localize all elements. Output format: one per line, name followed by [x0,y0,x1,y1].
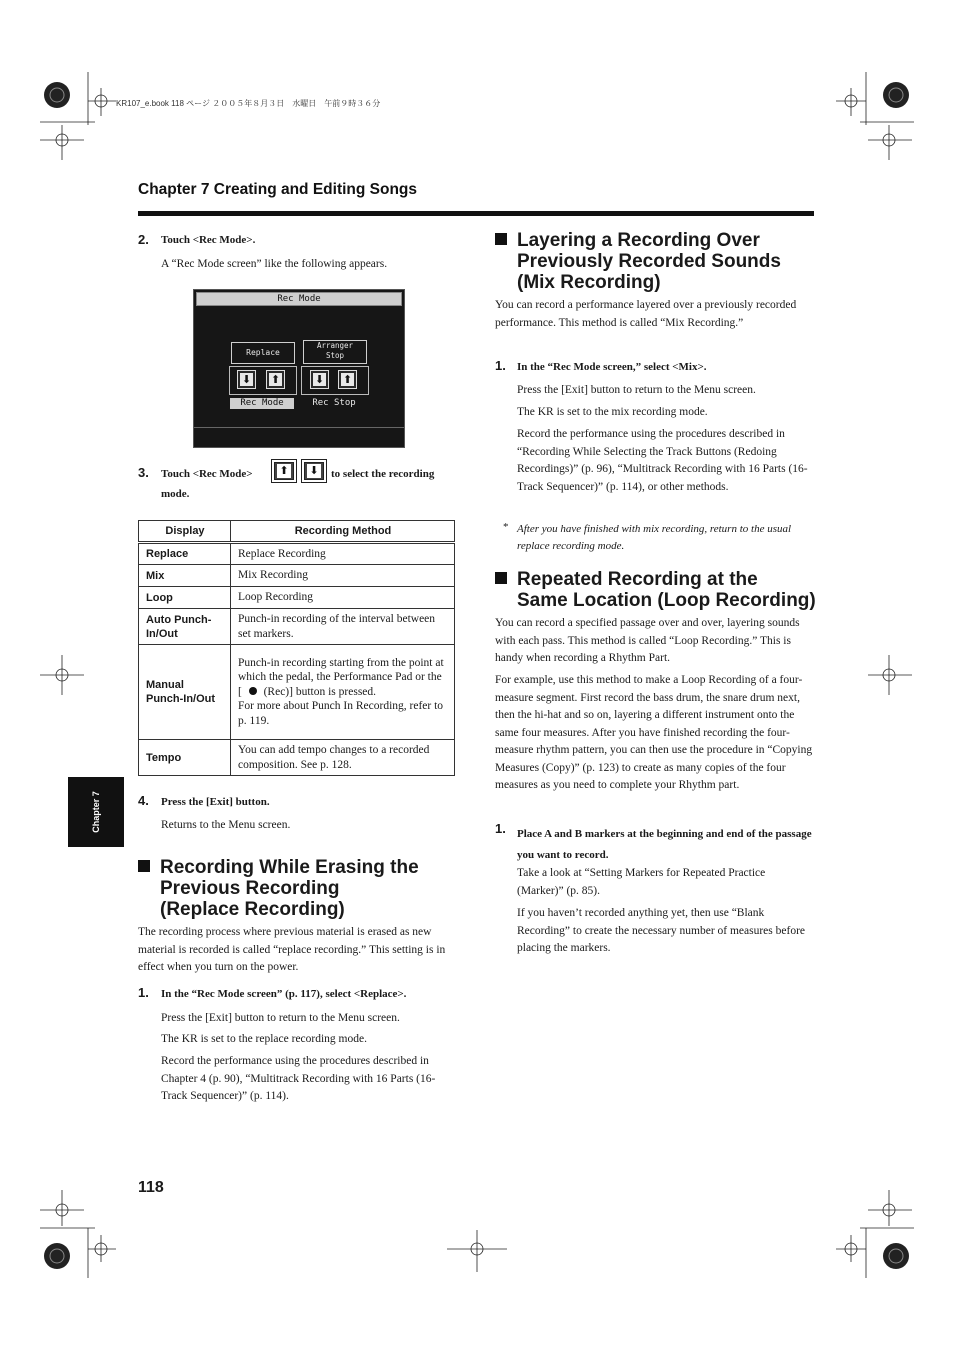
replace-p3: Record the performance using the procedures described in Chapter 4 (p. 90), “Multitrack Recording with 16 Parts (16-Track Sequencer)” (p. 114). [161,1055,436,1102]
replace-section-heading [138,857,468,923]
table-value-part: Punch-in recording starting from the point at which the pedal, the Performance Pad or the [ [238,656,444,698]
step-4-text: Press the [Exit] button. [161,796,270,808]
lcd-replace-display [231,342,295,364]
step-2-text: Touch <Rec Mode>. [161,234,256,246]
table-header-method: Recording Method [231,521,455,543]
heading-square-icon [138,860,150,872]
table-key: Loop [139,587,231,609]
replace-intro: The recording process where previous material is erased as new material is recorded is called “replace recording.” This setting is in effect when you turn on the power. [138,926,446,973]
replace-p2: The KR is set to the replace recording mode. [161,1033,367,1045]
heading-line: Repeated Recording at the [517,569,758,590]
heading-line: Same Location (Loop Recording) [517,590,816,611]
lcd-rec-stop-caption: Rec Stop [312,398,356,408]
chapter-title: Chapter 7 Creating and Editing Songs [138,181,418,198]
loop-step-1-text: Place A and B markers at the beginning and end of the passage you want to record. [517,828,812,861]
mix-p3: Record the performance using the procedures described in “Recording While Selecting the Track Buttons (Redoing Recordings)” (p. 96), “Multitrack Recording with 16 Parts (16-Track Sequencer)” (p. 114), or other methods. [517,428,808,493]
table-key: Manual Punch-In/Out [139,645,231,740]
lcd-title-bar [196,292,402,306]
mix-p2: The KR is set to the mix recording mode. [517,406,708,418]
arrow-down-icon: ⬇ [314,373,325,386]
table-value-part: (Rec)] [263,685,293,698]
table-row [139,587,455,609]
mix-section-heading [495,230,815,296]
loop-intro: You can record a specified passage over and over, layering sounds with each pass. This method is called “Loop Recording.” This is handy when recording a Rhythm Part. [495,617,800,664]
mix-p1: Press the [Exit] button to return to the Menu screen. [517,384,756,396]
side-chapter-tab [68,777,124,847]
table-row [139,609,455,645]
recording-method-table [138,520,455,776]
step-2-desc: A “Rec Mode screen” like the following appears. [161,258,388,270]
lcd-right-up-button[interactable] [338,370,357,389]
table-value: Punch-in recording of the interval between set markers. [231,609,455,645]
arrow-up-icon: ⬆ [342,373,353,386]
page-number: 118 [138,1179,164,1196]
replace-step-1-text: In the “Rec Mode screen” (p. 117), select <Replace>. [161,988,407,1000]
table-header-row [139,521,455,543]
heading-line: Layering a Recording Over [517,230,760,251]
replace-p1: Press the [Exit] button to return to the Menu screen. [161,1012,400,1024]
table-key: Auto Punch-In/Out [139,609,231,645]
table-row [139,565,455,587]
table-value: Mix Recording [231,565,455,587]
table-key: Tempo [139,740,231,776]
record-dot-icon [249,687,257,695]
table-row [139,740,455,776]
heading-line: (Replace Recording) [160,899,345,920]
side-chapter-tab-label: Chapter 7 [91,791,101,833]
step-3-number: 3. [138,465,149,480]
mix-note: After you have finished with mix recording, return to the usual replace recording mode. [517,523,792,552]
step-2-number: 2. [138,232,149,247]
rec-mode-screen [193,289,405,448]
step-3-text-c: mode. [161,488,190,500]
table-value [231,645,455,740]
lcd-right-down-button[interactable] [310,370,329,389]
lcd-rec-mode-caption [230,398,294,409]
mix-step-1-text: In the “Rec Mode screen,” select <Mix>. [517,361,707,373]
table-value: Loop Recording [231,587,455,609]
arrow-up-icon: ⬆ [277,464,291,478]
lcd-arranger-stop-display [303,340,367,364]
lcd-left-down-button[interactable] [237,370,256,389]
loop-example: For example, use this method to make a Loop Recording of a four-measure segment. First record the bass drum, the snare drum next, then the hi-hat and so on, layering a different instrument onto the same four measures. After you have finished recording the four-measure rhythm pattern, you can then use the procedure in “Copying Measures (Copy)” (p. 123) to create as many copies of the four measures as you need to complete your Rhythm part. [495,674,813,791]
lcd-replace-label: Replace [246,348,280,357]
mix-step-1-number: 1. [495,358,506,373]
heading-square-icon [495,572,507,584]
step-4-number: 4. [138,793,149,808]
table-key: Replace [139,543,231,565]
heading-square-icon [495,233,507,245]
lcd-rec-mode-caption-text: Rec Mode [240,398,284,408]
lcd-title: Rec Mode [277,294,321,304]
heading-line: Previously Recorded Sounds [517,251,781,272]
arrow-down-icon: ⬇ [241,373,252,386]
lcd-left-up-button[interactable] [266,370,285,389]
step-4-desc: Returns to the Menu screen. [161,819,291,831]
lcd-arranger-label: Arranger [316,341,354,350]
lcd-bottom-divider [194,427,404,428]
arrow-up-icon: ⬆ [270,373,281,386]
table-value: You can add tempo changes to a recorded composition. See p. 128. [231,740,455,776]
heading-line: Previous Recording [160,878,340,899]
lcd-stop-label: Stop [325,351,345,360]
print-header: KR107_e.book 118 ページ ２００５年８月３日 水曜日 午前９時３６分 [116,99,381,108]
loop-p2: If you haven’t recorded anything yet, then use “Blank Recording” to create the necessary number of measures before placing the markers. [517,907,806,954]
step-3-text-b: to select the recording [331,468,435,480]
table-value-part: button is pressed. [295,685,377,698]
mix-intro: You can record a performance layered over a previously recorded performance. This method is called “Mix Recording.” [495,299,797,329]
heading-line: (Mix Recording) [517,272,661,293]
replace-step-1-number: 1. [138,985,149,1000]
chapter-rule [138,211,814,216]
heading-line: Recording While Erasing the [160,857,419,878]
table-row [139,645,455,740]
arrow-down-icon: ⬇ [307,464,321,478]
step-3-up-key-icon [271,459,297,483]
loop-step-1-number: 1. [495,821,506,836]
table-value-part: For more about Punch In Recording, refer to p. 119. [238,700,444,727]
mix-note-mark: * [503,521,509,533]
table-row [139,543,455,565]
step-3-text: Touch <Rec Mode> [161,468,253,480]
loop-p1: Take a look at “Setting Markers for Repeated Practice (Marker)” (p. 85). [517,867,766,897]
step-3-down-key-icon [301,459,327,483]
loop-section-heading [495,569,820,613]
table-header-display: Display [139,521,231,543]
table-key: Mix [139,565,231,587]
table-value: Replace Recording [231,543,455,565]
